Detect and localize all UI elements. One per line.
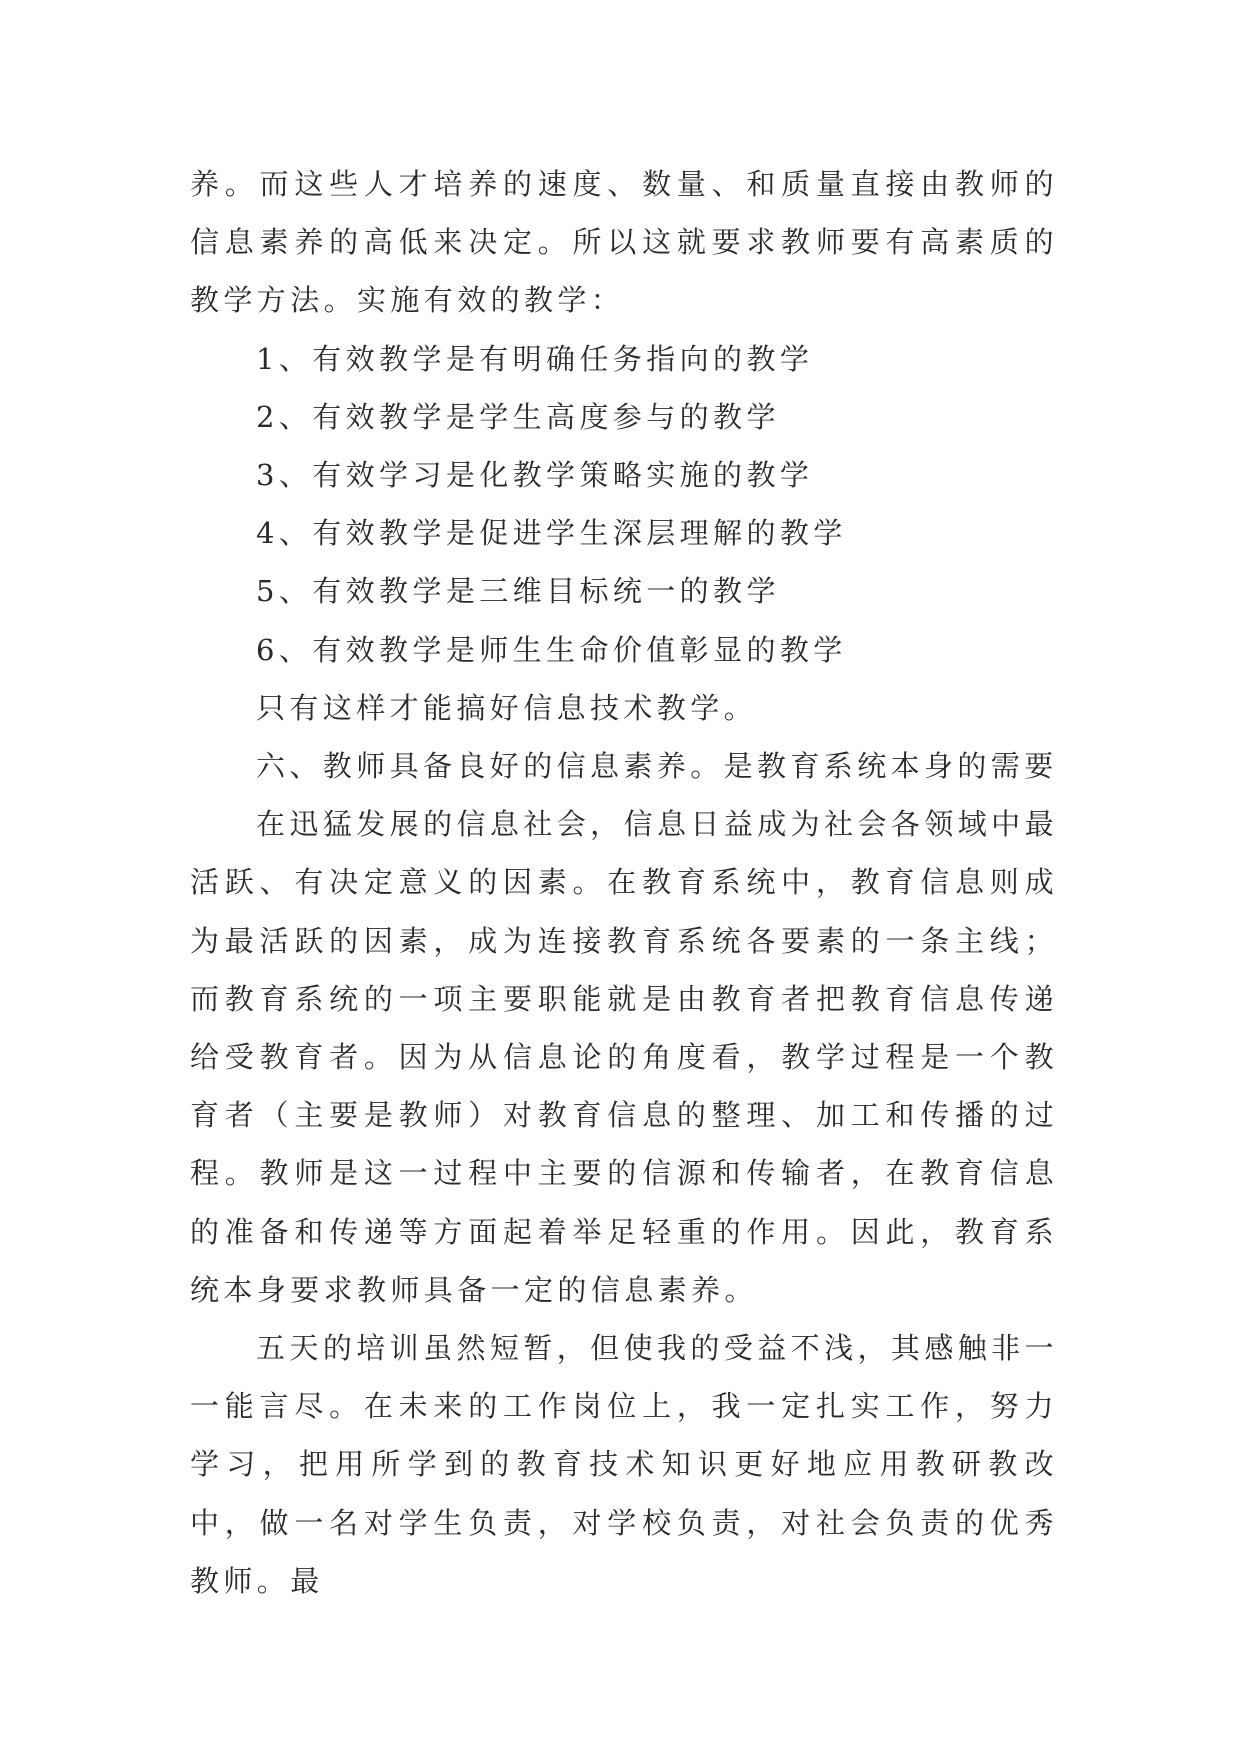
document-page <box>190 155 1058 1610</box>
list-item-4: 4、有效教学是促进学生深层理解的教学 <box>256 516 847 551</box>
list-item-1: 1、有效教学是有明确任务指向的教学 <box>256 341 814 376</box>
paragraph-after-list: 只有这样才能搞好信息技术教学。 <box>256 690 758 725</box>
list-item-3: 3、有效学习是化教学策略实施的教学 <box>256 458 814 493</box>
list-item-2: 2、有效教学是学生高度参与的教学 <box>256 399 780 434</box>
section-heading: 六、教师具备良好的信息素养。是教育系统本身的需要 <box>256 749 1058 784</box>
paragraph-closing: 五天的培训虽然短暂，但使我的受益不浅，其感触非一一能言尽。在未来的工作岗位上，我一定扎实工作，努力学习，把用所学到的教育技术知识更好地应用教研教改中，做一名对学生负责，对学校负责，对社会负责的优秀教师。最 <box>190 1331 1058 1598</box>
paragraph-section-body: 在迅猛发展的信息社会，信息日益成为社会各领域中最活跃、有决定意义的因素。在教育系统中，教育信息则成为最活跃的因素，成为连接教育系统各要素的一条主线；而教育系统的一项主要职能就是由教育者把教育信息传递给受教育者。因为从信息论的角度看，教学过程是一个教育者（主要是教师）对教育信息的整理、加工和传播的过程。教师是这一过程中主要的信源和传输者，在教育信息的准备和传递等方面起着举足轻重的作用。因此，教育系统本身要求教师具备一定的信息素养。 <box>190 807 1058 1307</box>
list-item-6: 6、有效教学是师生生命价值彰显的教学 <box>256 632 847 667</box>
list-item-5: 5、有效教学是三维目标统一的教学 <box>256 574 780 609</box>
paragraph-intro: 养。而这些人才培养的速度、数量、和质量直接由教师的信息素养的高低来决定。所以这就要求教师要有高素质的教学方法。实施有效的教学： <box>190 167 1058 318</box>
